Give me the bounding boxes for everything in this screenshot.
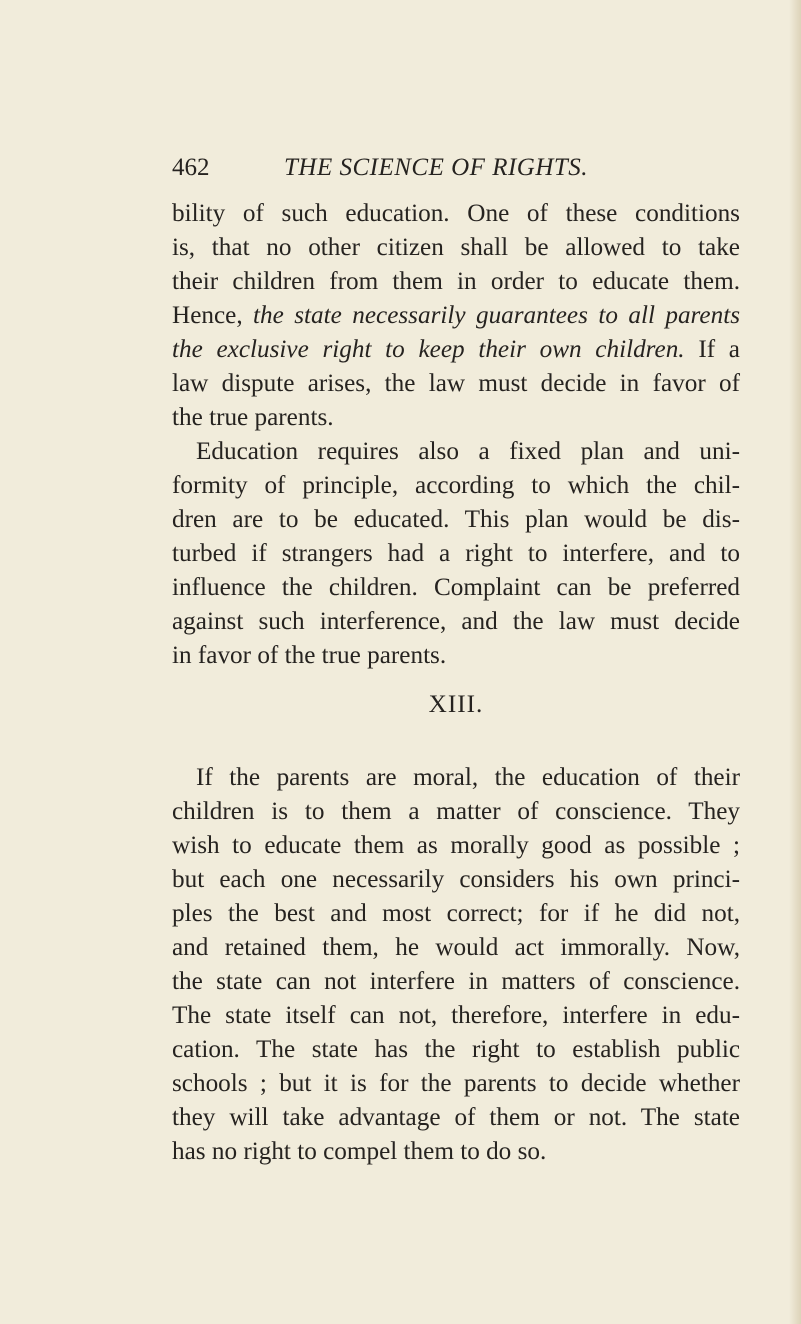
text-line: but each one necessarily considers his own princi- bbox=[172, 866, 740, 893]
text-line: influence the children. Complaint can be preferred bbox=[172, 574, 740, 601]
text-line: children is to them a matter of conscience. They bbox=[172, 798, 740, 825]
text-line: the true parents. bbox=[172, 404, 334, 431]
italic-text-run: the exclusive right to keep their own children. bbox=[172, 336, 685, 363]
section-heading: XIII. bbox=[428, 691, 484, 718]
text-line: they will take advantage of them or not. The state bbox=[172, 1104, 740, 1131]
text-line: in favor of the true parents. bbox=[172, 642, 447, 669]
text-line: Education requires also a fixed plan and uni- bbox=[196, 438, 740, 465]
text-line: The state itself can not, therefore, interfere in edu- bbox=[172, 1002, 740, 1029]
page-number: 462 bbox=[172, 154, 210, 181]
text-line: If the parents are moral, the education of their bbox=[196, 764, 740, 791]
text-line: turbed if strangers had a right to interfere, and to bbox=[172, 540, 740, 567]
text-line: the state can not interfere in matters of conscience. bbox=[172, 968, 740, 995]
running-title: THE SCIENCE OF RIGHTS. bbox=[284, 154, 589, 181]
text-line: law dispute arises, the law must decide in favor of bbox=[172, 370, 740, 397]
page-edge-shadow bbox=[789, 0, 801, 1324]
text-line: schools ; but it is for the parents to decide whether bbox=[172, 1070, 740, 1097]
italic-text-run: the state necessarily guarantees to all parents bbox=[253, 302, 740, 329]
text-line: dren are to be educated. This plan would be dis- bbox=[172, 506, 740, 533]
text-line: and retained them, he would act immorally. Now, bbox=[172, 934, 740, 961]
text-run: Hence, bbox=[172, 302, 254, 329]
running-header bbox=[172, 150, 632, 186]
text-line bbox=[172, 333, 740, 367]
text-run: If a bbox=[684, 336, 740, 363]
text-line: their children from them in order to educate them. bbox=[172, 268, 740, 295]
text-line: wish to educate them as morally good as possible ; bbox=[172, 832, 740, 859]
text-line: against such interference, and the law must decide bbox=[172, 608, 740, 635]
text-line: has no right to compel them to do so. bbox=[172, 1138, 547, 1165]
text-line: cation. The state has the right to establish public bbox=[172, 1036, 740, 1063]
text-line bbox=[172, 299, 740, 333]
text-line: bility of such education. One of these conditions bbox=[172, 200, 740, 227]
text-line: is, that no other citizen shall be allowed to take bbox=[172, 234, 740, 261]
text-line: formity of principle, according to which the chil- bbox=[172, 472, 740, 499]
text-line: ples the best and most correct; for if he did not, bbox=[172, 900, 740, 927]
